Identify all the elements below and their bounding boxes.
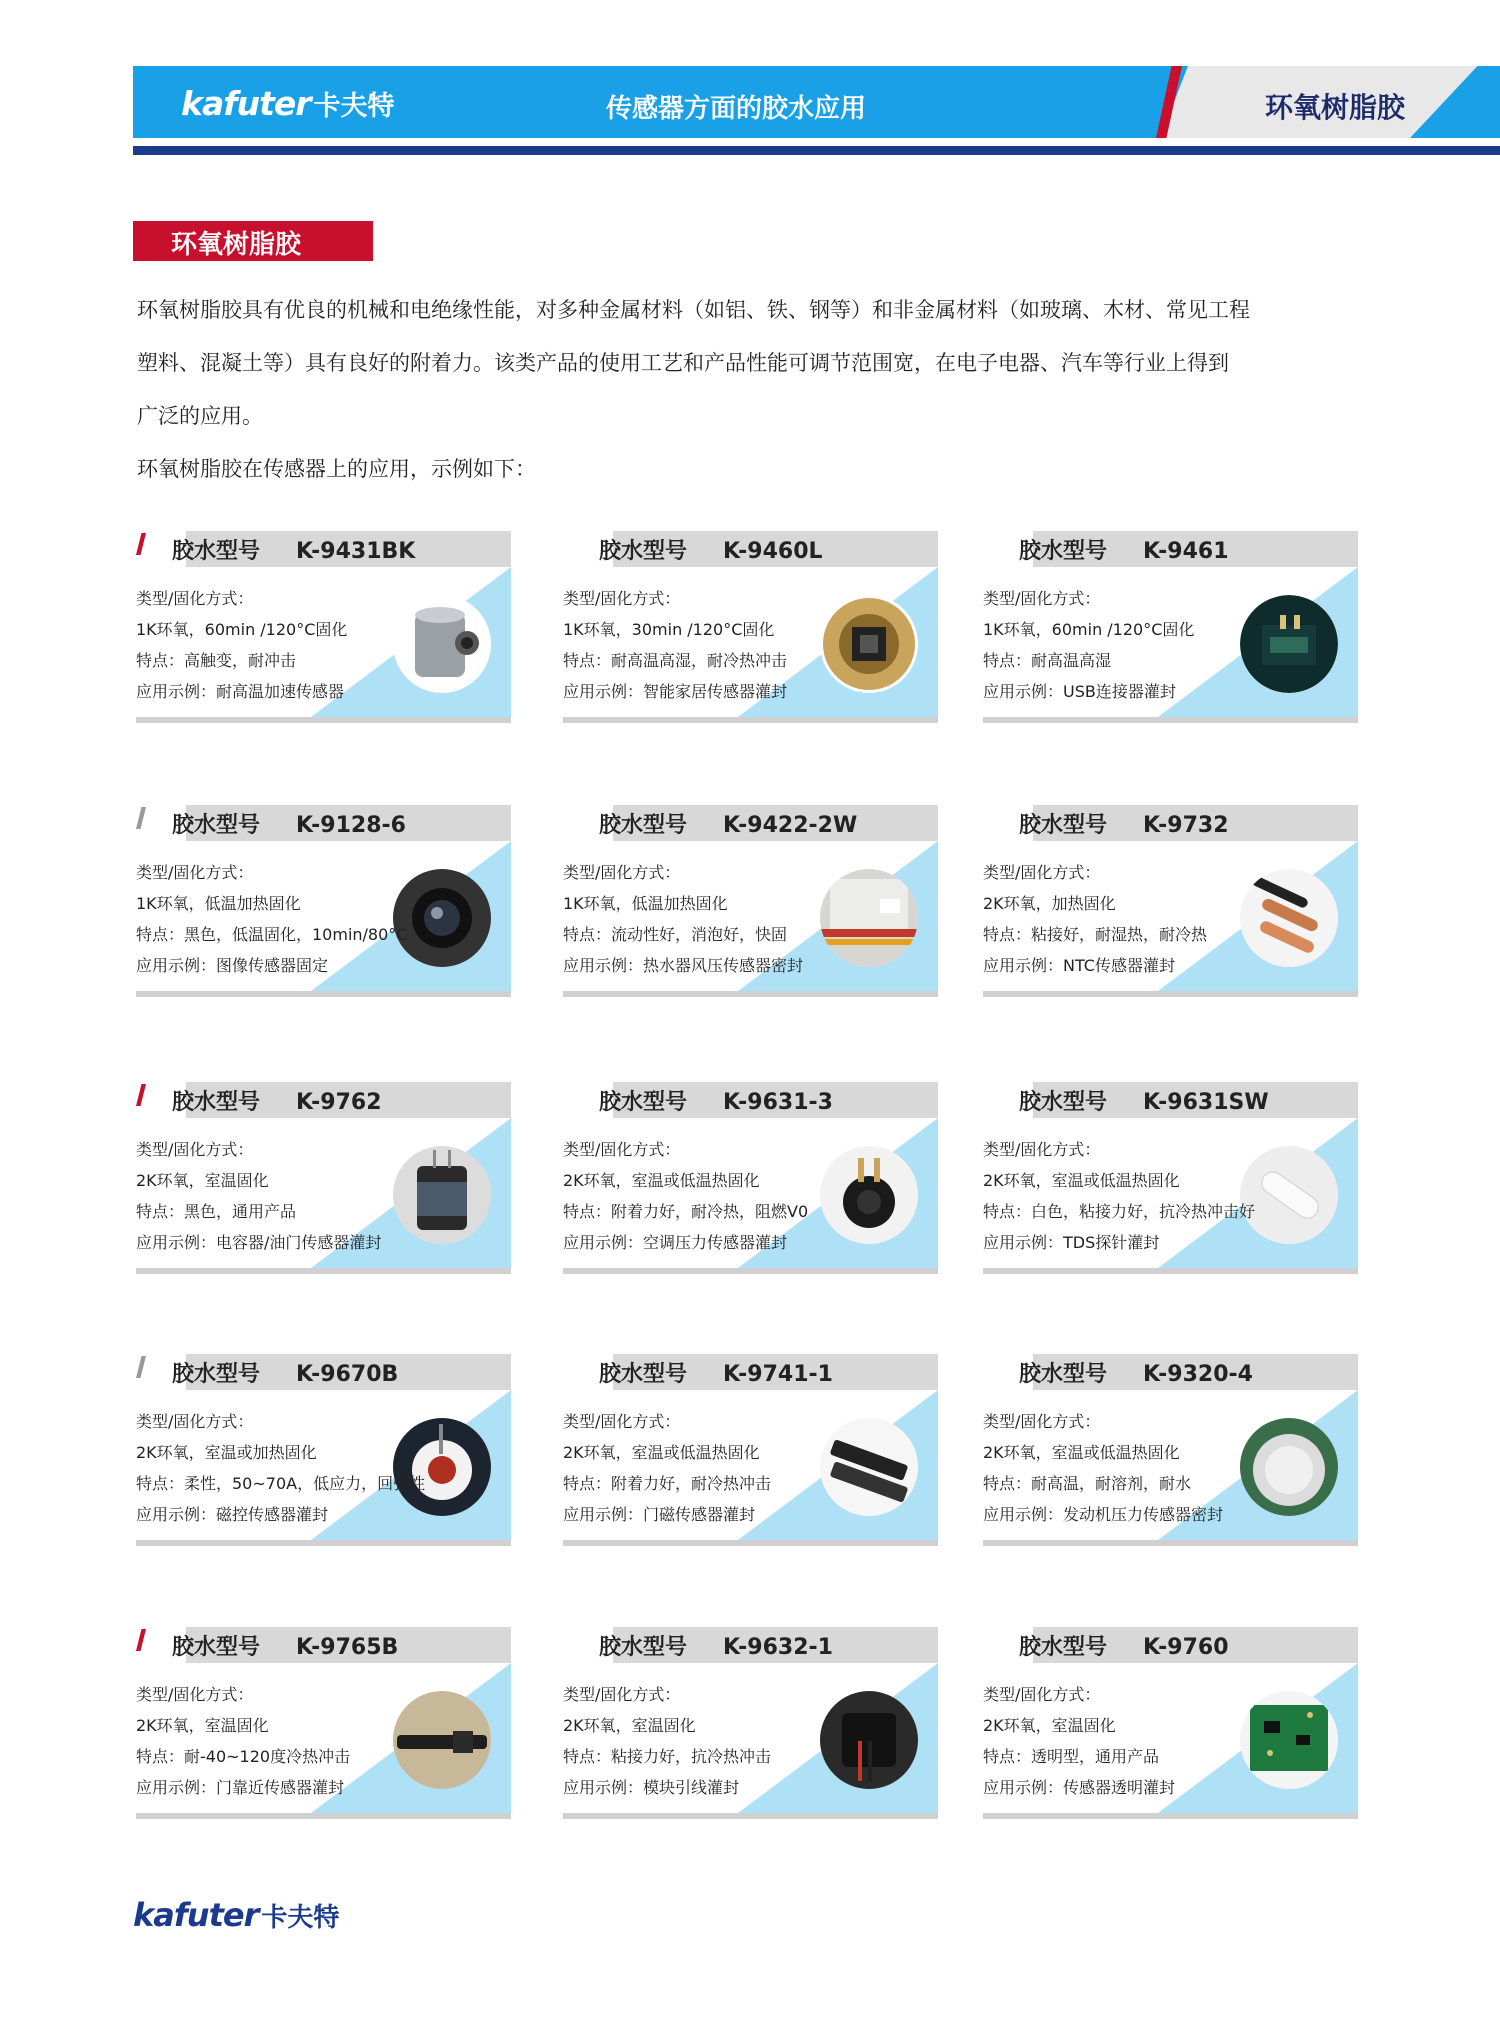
glue-model-number: K-9461: [1143, 539, 1229, 564]
glue-model-number: K-9431BK: [296, 539, 416, 564]
glue-model-label: 胶水型号: [599, 539, 688, 564]
footer-logo: [133, 1896, 339, 1934]
sensor-cylinder-icon: [393, 595, 491, 693]
card-spec-lines: [563, 857, 803, 981]
glue-model-label: 胶水型号: [1019, 813, 1108, 838]
card-spec-application: 应用示例：门靠近传感器灌封: [136, 1778, 345, 1797]
card-spec-cure: 2K环氧，室温固化: [136, 1171, 269, 1190]
card-spec-features: 特点：高触变，耐冲击: [136, 651, 297, 670]
product-card: [983, 1354, 1358, 1554]
card-bottom-bar: [136, 717, 511, 723]
header-banner: [133, 66, 1500, 138]
card-header-text: [172, 534, 415, 565]
brass-sensor-icon: [820, 595, 918, 693]
card-header: [563, 531, 938, 567]
card-bottom-bar: [983, 1268, 1358, 1274]
brand-logo-en: kafuter: [181, 84, 311, 123]
card-spec-lines: [983, 1679, 1175, 1803]
card-spec-lines: [136, 1406, 425, 1530]
card-header: [136, 805, 511, 841]
product-card: [563, 1354, 938, 1554]
card-spec-cure: 2K环氧，室温或低温热固化: [563, 1443, 760, 1462]
card-spec-type-heading: 类型/固化方式：: [563, 1412, 681, 1431]
card-spec-features: 特点：粘接力好，抗冷热冲击: [563, 1747, 772, 1766]
brand-logo-cn: 卡夫特: [313, 91, 395, 122]
door-magnet-icon: [820, 1418, 918, 1516]
card-spec-type-heading: 类型/固化方式：: [983, 1412, 1101, 1431]
card-header-text: [1019, 1630, 1229, 1661]
glue-model-number: K-9460L: [723, 539, 823, 564]
card-spec-features: 特点：粘接好，耐湿热，耐冷热: [983, 925, 1208, 944]
card-header-text: [1019, 1085, 1269, 1116]
card-header: [136, 531, 511, 567]
card-spec-cure: 2K环氧，室温或低温热固化: [983, 1443, 1180, 1462]
glue-model-number: K-9741-1: [723, 1362, 833, 1387]
glue-model-label: 胶水型号: [172, 813, 261, 838]
product-card: [983, 531, 1358, 731]
card-spec-features: 特点：黑色，低温固化，10min/80°C: [136, 925, 408, 944]
card-spec-lines: [983, 583, 1194, 707]
intro-line: 环氧树脂胶具有优良的机械和电绝缘性能，对多种金属材料（如铝、铁、钢等）和非金属材料（如玻璃、木材、常见工程: [137, 298, 1250, 322]
card-spec-application: 应用示例：图像传感器固定: [136, 956, 329, 975]
card-spec-application: 应用示例：发动机压力传感器密封: [983, 1505, 1224, 1524]
card-header: [983, 1627, 1358, 1663]
card-spec-application: 应用示例：门磁传感器灌封: [563, 1505, 756, 1524]
card-header-text: [599, 1357, 833, 1388]
card-spec-type-heading: 类型/固化方式：: [563, 863, 681, 882]
card-spec-cure: 2K环氧，室温固化: [983, 1716, 1116, 1735]
section-title: 环氧树脂胶: [171, 230, 302, 260]
card-spec-type-heading: 类型/固化方式：: [983, 1685, 1101, 1704]
card-spec-type-heading: 类型/固化方式：: [136, 1140, 254, 1159]
section-heading-badge: [133, 221, 373, 261]
product-card: [136, 1082, 511, 1282]
camera-lens-icon: [393, 869, 491, 967]
card-spec-type-heading: 类型/固化方式：: [136, 589, 254, 608]
card-spec-features: 特点：透明型，通用产品: [983, 1747, 1160, 1766]
card-spec-cure: 2K环氧，室温固化: [136, 1716, 269, 1735]
banner-underline: [133, 146, 1500, 155]
glue-model-number: K-9760: [1143, 1635, 1229, 1660]
card-spec-application: 应用示例：智能家居传感器灌封: [563, 682, 788, 701]
banner-title: 传感器方面的胶水应用: [606, 94, 867, 124]
card-header: [563, 1082, 938, 1118]
card-header-text: [1019, 808, 1229, 839]
card-spec-type-heading: 类型/固化方式：: [563, 589, 681, 608]
glue-model-label: 胶水型号: [599, 813, 688, 838]
card-header: [983, 531, 1358, 567]
card-spec-application: 应用示例：电容器/油门传感器灌封: [136, 1233, 382, 1252]
card-spec-lines: [563, 1679, 771, 1803]
product-card: [563, 531, 938, 731]
card-spec-application: 应用示例：耐高温加速传感器: [136, 682, 345, 701]
card-bottom-bar: [563, 991, 938, 997]
card-spec-type-heading: 类型/固化方式：: [563, 1140, 681, 1159]
card-spec-cure: 2K环氧，室温或低温热固化: [563, 1171, 760, 1190]
card-header: [563, 805, 938, 841]
card-bottom-bar: [563, 1813, 938, 1819]
card-spec-cure: 1K环氧，低温加热固化: [136, 894, 301, 913]
glue-model-label: 胶水型号: [1019, 1090, 1108, 1115]
card-spec-lines: [983, 857, 1207, 981]
card-spec-features: 特点：耐高温高湿，耐冷热冲击: [563, 651, 788, 670]
pcb-board-icon: [1240, 1691, 1338, 1789]
card-spec-type-heading: 类型/固化方式：: [136, 1685, 254, 1704]
product-card: [136, 531, 511, 731]
card-spec-type-heading: 类型/固化方式：: [983, 1140, 1101, 1159]
glue-model-number: K-9632-1: [723, 1635, 833, 1660]
ac-pressure-sensor-icon: [820, 1146, 918, 1244]
card-spec-cure: 2K环氧，室温或低温热固化: [983, 1171, 1180, 1190]
product-card: [563, 1082, 938, 1282]
glue-model-number: K-9732: [1143, 813, 1229, 838]
card-spec-features: 特点：附着力好，耐冷热，阻燃V0: [563, 1202, 809, 1221]
intro-line: 塑料、混凝土等）具有良好的附着力。该类产品的使用工艺和产品性能可调节范围宽，在电子电器、汽车等行业上得到: [137, 351, 1229, 375]
glue-model-number: K-9320-4: [1143, 1362, 1253, 1387]
card-bottom-bar: [563, 717, 938, 723]
pressure-sensor-icon: [820, 869, 918, 967]
intro-text: [137, 284, 1367, 496]
card-spec-features: 特点：附着力好，耐冷热冲击: [563, 1474, 772, 1493]
card-spec-features: 特点：耐高温高湿: [983, 651, 1112, 670]
product-card: [136, 805, 511, 1005]
card-header-text: [1019, 1357, 1253, 1388]
glue-model-number: K-9631-3: [723, 1090, 833, 1115]
card-spec-application: 应用示例：磁控传感器灌封: [136, 1505, 329, 1524]
card-spec-application: 应用示例：USB连接器灌封: [983, 682, 1176, 701]
card-header-text: [1019, 534, 1229, 565]
card-spec-type-heading: 类型/固化方式：: [563, 1685, 681, 1704]
card-header: [563, 1354, 938, 1390]
card-bottom-bar: [563, 1268, 938, 1274]
glue-model-label: 胶水型号: [599, 1090, 688, 1115]
card-spec-cure: 1K环氧，60min /120°C固化: [983, 620, 1195, 639]
card-bottom-bar: [983, 1540, 1358, 1546]
card-spec-lines: [136, 1134, 381, 1258]
glue-model-label: 胶水型号: [172, 1090, 261, 1115]
card-header-text: [599, 534, 823, 565]
card-header: [983, 1354, 1358, 1390]
intro-line: 环氧树脂胶在传感器上的应用，示例如下：: [137, 457, 536, 481]
card-header-text: [599, 1630, 833, 1661]
card-header-text: [599, 808, 857, 839]
product-card: [563, 805, 938, 1005]
card-spec-features: 特点：耐高温，耐溶剂，耐水: [983, 1474, 1192, 1493]
banner-category-tag: 环氧树脂胶: [1264, 91, 1405, 124]
card-spec-lines: [983, 1134, 1255, 1258]
glue-model-number: K-9631SW: [1143, 1090, 1269, 1115]
card-spec-application: 应用示例：传感器透明灌封: [983, 1778, 1176, 1797]
card-spec-application: 应用示例：NTC传感器灌封: [983, 956, 1175, 975]
card-header-text: [172, 808, 406, 839]
card-spec-lines: [136, 583, 347, 707]
card-spec-lines: [563, 1134, 808, 1258]
card-spec-type-heading: 类型/固化方式：: [136, 863, 254, 882]
card-header-text: [172, 1085, 382, 1116]
card-spec-cure: 2K环氧，加热固化: [983, 894, 1116, 913]
card-spec-type-heading: 类型/固化方式：: [983, 863, 1101, 882]
card-header: [136, 1354, 511, 1390]
card-spec-application: 应用示例：模块引线灌封: [563, 1778, 740, 1797]
usb-connector-icon: [1240, 595, 1338, 693]
card-spec-lines: [983, 1406, 1223, 1530]
glue-model-number: K-9128-6: [296, 813, 406, 838]
card-spec-type-heading: 类型/固化方式：: [983, 589, 1101, 608]
product-card: [983, 1082, 1358, 1282]
card-spec-cure: 2K环氧，室温或加热固化: [136, 1443, 317, 1462]
card-spec-type-heading: 类型/固化方式：: [136, 1412, 254, 1431]
card-header: [983, 805, 1358, 841]
product-card: [983, 1627, 1358, 1827]
intro-line: 广泛的应用。: [137, 404, 263, 428]
card-spec-features: 特点：流动性好，消泡好，快固: [563, 925, 788, 944]
ntc-probe-icon: [1240, 869, 1338, 967]
card-header: [136, 1082, 511, 1118]
card-spec-features: 特点：白色，粘接力好，抗冷热冲击好: [983, 1202, 1256, 1221]
glue-model-number: K-9762: [296, 1090, 382, 1115]
engine-pressure-sensor-icon: [1240, 1418, 1338, 1516]
card-spec-cure: 1K环氧，60min /120°C固化: [136, 620, 348, 639]
card-bottom-bar: [136, 1268, 511, 1274]
card-header-text: [172, 1630, 398, 1661]
footer-logo-en: kafuter: [133, 1896, 259, 1934]
brand-logo: [181, 84, 395, 123]
card-spec-application: 应用示例：空调压力传感器灌封: [563, 1233, 788, 1252]
card-header: [136, 1627, 511, 1663]
card-spec-lines: [136, 857, 407, 981]
card-bottom-bar: [136, 1540, 511, 1546]
card-bottom-bar: [983, 991, 1358, 997]
capacitor-icon: [393, 1146, 491, 1244]
card-bottom-bar: [983, 717, 1358, 723]
card-bottom-bar: [983, 1813, 1358, 1819]
glue-model-label: 胶水型号: [1019, 539, 1108, 564]
glue-model-label: 胶水型号: [172, 539, 261, 564]
glue-model-label: 胶水型号: [1019, 1362, 1108, 1387]
glue-model-label: 胶水型号: [599, 1635, 688, 1660]
glue-model-number: K-9765B: [296, 1635, 399, 1660]
card-bottom-bar: [136, 1813, 511, 1819]
card-spec-features: 特点：黑色，通用产品: [136, 1202, 297, 1221]
card-spec-application: 应用示例：热水器风压传感器密封: [563, 956, 804, 975]
product-card: [136, 1627, 511, 1827]
card-spec-lines: [563, 1406, 771, 1530]
card-spec-cure: 1K环氧，30min /120°C固化: [563, 620, 775, 639]
card-spec-cure: 1K环氧，低温加热固化: [563, 894, 728, 913]
glue-model-label: 胶水型号: [172, 1635, 261, 1660]
module-lead-icon: [820, 1691, 918, 1789]
card-spec-features: 特点：柔性，50~70A，低应力，回弹性: [136, 1474, 426, 1493]
glue-model-label: 胶水型号: [172, 1362, 261, 1387]
card-bottom-bar: [136, 991, 511, 997]
card-bottom-bar: [563, 1540, 938, 1546]
product-card: [136, 1354, 511, 1554]
card-header: [983, 1082, 1358, 1118]
card-header-text: [172, 1357, 398, 1388]
card-spec-cure: 2K环氧，室温固化: [563, 1716, 696, 1735]
card-spec-lines: [136, 1679, 350, 1803]
proximity-sensor-icon: [393, 1691, 491, 1789]
glue-model-number: K-9422-2W: [723, 813, 858, 838]
glue-model-label: 胶水型号: [599, 1362, 688, 1387]
card-spec-lines: [563, 583, 787, 707]
product-card: [983, 805, 1358, 1005]
footer-logo-cn: 卡夫特: [261, 1903, 340, 1933]
product-card: [563, 1627, 938, 1827]
card-spec-application: 应用示例：TDS探针灌封: [983, 1233, 1160, 1252]
glue-model-label: 胶水型号: [1019, 1635, 1108, 1660]
card-spec-features: 特点：耐-40~120度冷热冲击: [136, 1747, 351, 1766]
glue-model-number: K-9670B: [296, 1362, 399, 1387]
card-header: [563, 1627, 938, 1663]
card-header-text: [599, 1085, 833, 1116]
